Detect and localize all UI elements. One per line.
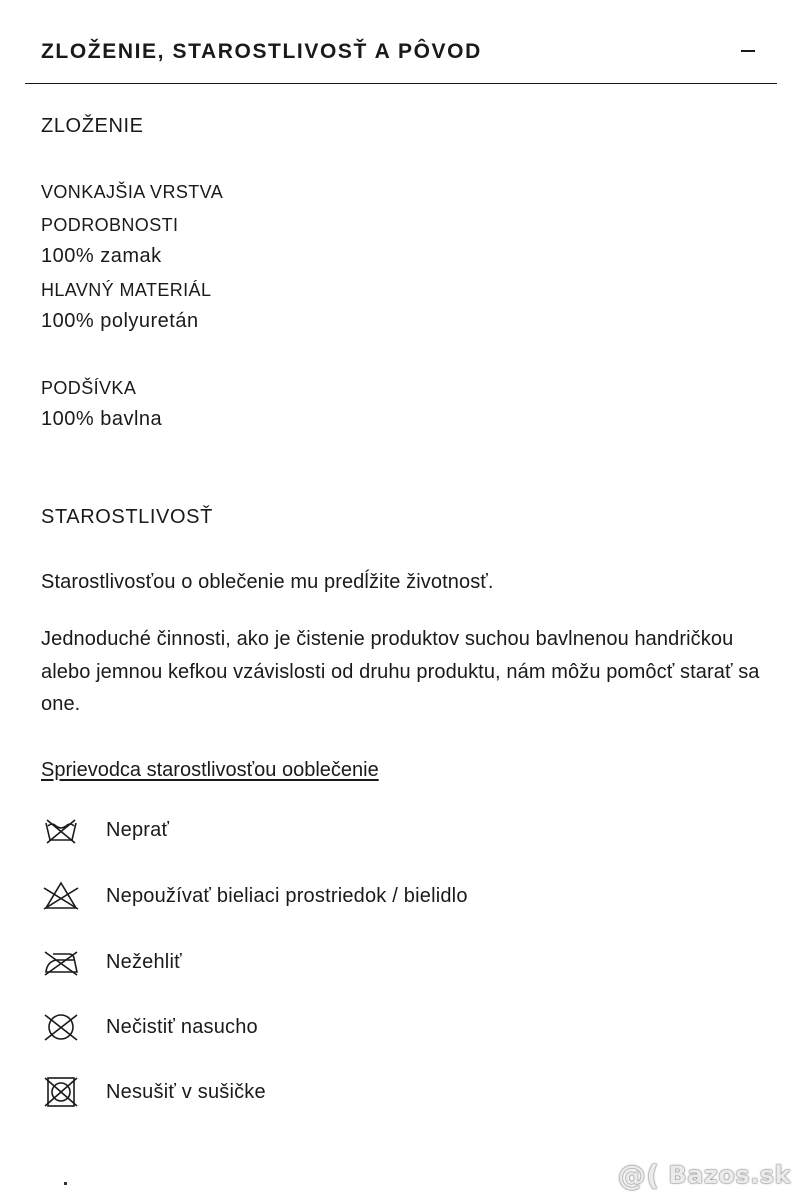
no-dry-clean-icon <box>41 1009 81 1045</box>
details-value: 100% zamak <box>41 245 162 267</box>
minus-icon[interactable] <box>741 50 755 52</box>
care-item-no-tumble-dry <box>41 1072 266 1112</box>
care-item-no-dry-clean <box>41 1007 258 1047</box>
main-material-label: HLAVNÝ MATERIÁL <box>41 280 212 300</box>
main-material-value: 100% polyuretán <box>41 310 199 332</box>
care-item-label: Nesušiť v sušičke <box>106 1081 266 1103</box>
outer-layer-label: VONKAJŠIA VRSTVA <box>41 182 224 202</box>
watermark <box>618 1159 791 1192</box>
care-item-no-bleach <box>41 876 468 916</box>
care-item-label: Nežehliť <box>106 951 182 973</box>
care-description: Jednoduché činnosti, ako je čistenie produktov suchou bavlnenou handričkou alebo jemnou kefkou vzávislosti od druhu produktu, nám môžu pomôcť starať sa one. <box>41 628 760 715</box>
section-header[interactable] <box>25 0 777 84</box>
details-label: PODROBNOSTI <box>41 215 179 235</box>
care-guide-link[interactable]: Sprievodca starostlivosťou oobl​ečenie <box>41 759 379 781</box>
watermark-text: Bazos.sk <box>668 1161 791 1189</box>
care-item-label: Nepoužívať bieliaci prostriedok / bielidlo <box>106 885 468 907</box>
no-tumble-dry-icon <box>41 1074 81 1110</box>
watermark-symbol: @( <box>617 1159 660 1192</box>
care-item-label: Nečistiť nasucho <box>106 1016 258 1038</box>
no-bleach-icon <box>41 878 81 914</box>
stray-dot <box>64 1182 67 1185</box>
lining-label: PODŠÍVKA <box>41 378 137 398</box>
section-title: ZLOŽENIE, STAROSTLIVOSŤ A PÔVOD <box>41 40 482 63</box>
no-wash-icon <box>41 812 81 848</box>
no-iron-icon <box>41 944 81 980</box>
care-title: STAROSTLIVOSŤ <box>41 506 213 528</box>
care-intro: Starostlivosťou o oblečenie mu predĺžite životnosť. <box>41 571 494 593</box>
composition-title: ZLOŽENIE <box>41 115 144 137</box>
care-item-no-wash <box>41 810 170 850</box>
lining-value: 100% bavlna <box>41 408 163 430</box>
care-item-no-iron <box>41 942 182 982</box>
care-item-label: Nepra​ť <box>106 819 170 841</box>
